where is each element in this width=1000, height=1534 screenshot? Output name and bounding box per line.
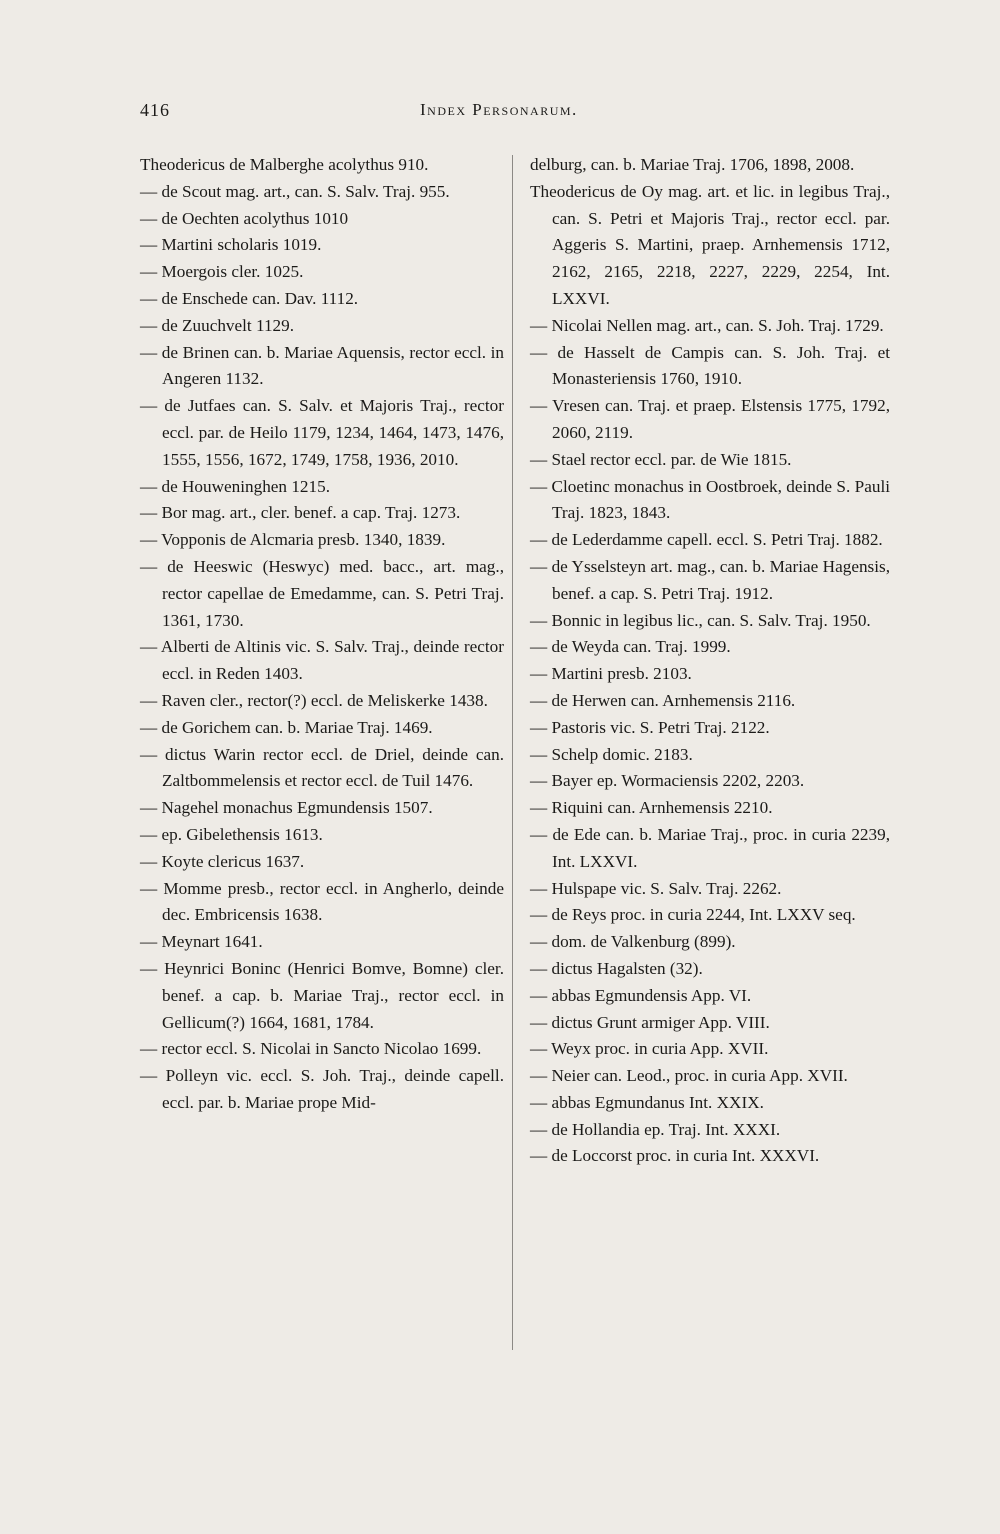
index-entry: — Stael rector eccl. par. de Wie 1815. bbox=[530, 449, 792, 469]
page-header bbox=[140, 100, 900, 132]
index-entry: — de Gorichem can. b. Mariae Traj. 1469. bbox=[140, 717, 433, 737]
index-entry: — de Reys proc. in curia 2244, Int. LXXV seq. bbox=[530, 905, 856, 925]
index-entry: — de Oechten acolythus 1010 bbox=[140, 208, 349, 228]
index-entry: — Nagehel monachus Egmundensis 1507. bbox=[140, 798, 433, 818]
index-entry: — Nicolai Nellen mag. art., can. S. Joh. Traj. 1729. bbox=[530, 315, 884, 335]
index-entry: — de Scout mag. art., can. S. Salv. Traj. 955. bbox=[140, 181, 450, 201]
index-entry: — Momme presb., rector eccl. in Angherlo, deinde dec. Embricensis 1638. bbox=[140, 878, 504, 925]
index-entry: — Heynrici Boninc (Henrici Bomve, Bomne) cler. benef. a cap. b. Mariae Traj., rector eccl. in Gellicum(?) 1664, 1681, 1784. bbox=[140, 958, 504, 1032]
index-entry: — ep. Gibelethensis 1613. bbox=[140, 824, 323, 844]
index-entry: — dictus Warin rector eccl. de Driel, deinde can. Zaltbommelensis et rector eccl. de Tuil 1476. bbox=[140, 744, 504, 791]
index-entry: — dictus Grunt armiger App. VIII. bbox=[530, 1012, 770, 1032]
index-entry: — Hulspape vic. S. Salv. Traj. 2262. bbox=[530, 878, 782, 898]
running-title: Index Personarum. bbox=[420, 100, 578, 119]
index-entry: — Vopponis de Alcmaria presb. 1340, 1839. bbox=[140, 530, 446, 550]
index-entry: — Polleyn vic. eccl. S. Joh. Traj., deinde capell. eccl. par. b. Mariae prope Mid- bbox=[140, 1066, 504, 1112]
index-entry: — Bayer ep. Wormaciensis 2202, 2203. bbox=[530, 771, 805, 791]
index-entry: — abbas Egmundanus Int. XXIX. bbox=[530, 1092, 764, 1112]
index-entry: — rector eccl. S. Nicolai in Sancto Nicolao 1699. bbox=[140, 1039, 482, 1059]
index-entry: — Cloetinc monachus in Oostbroek, deinde S. Pauli Traj. 1823, 1843. bbox=[530, 476, 890, 523]
index-entry: — de Ede can. b. Mariae Traj., proc. in curia 2239, Int. LXXVI. bbox=[530, 824, 890, 871]
index-entry: — Alberti de Altinis vic. S. Salv. Traj., deinde rector eccl. in Reden 1403. bbox=[140, 637, 504, 684]
index-entry: — de Heeswic (Heswyc) med. bacc., art. mag., rector capellae de Emedamme, can. S. Petri Traj. 1361, 1730. bbox=[140, 556, 504, 630]
index-entry: — Riquini can. Arnhemensis 2210. bbox=[530, 798, 773, 818]
index-entry: — dom. de Valkenburg (899). bbox=[530, 932, 736, 952]
index-entry: — de Brinen can. b. Mariae Aquensis, rector eccl. in Angeren 1132. bbox=[140, 342, 504, 389]
index-entry: — de Hasselt de Campis can. S. Joh. Traj. et Monasteriensis 1760, 1910. bbox=[530, 342, 890, 389]
index-entry: — Bonnic in legibus lic., can. S. Salv. Traj. 1950. bbox=[530, 610, 871, 630]
index-entry: — Martini presb. 2103. bbox=[530, 664, 692, 684]
index-entry: — de Houweninghen 1215. bbox=[140, 476, 330, 496]
index-entry: — Meynart 1641. bbox=[140, 932, 263, 952]
index-entry: — Schelp domic. 2183. bbox=[530, 744, 693, 764]
index-entry: — de Jutfaes can. S. Salv. et Majoris Traj., rector eccl. par. de Heilo 1179, 1234, 1464, 1473, 1476, 1555, 1556, 1672, 1749, 1758, 1936, 2010. bbox=[140, 396, 504, 469]
index-entry: — Vresen can. Traj. et praep. Elstensis 1775, 1792, 2060, 2119. bbox=[530, 396, 890, 442]
index-entry: Theodericus de Oy mag. art. et lic. in legibus Traj., can. S. Petri et Majoris Traj., rector eccl. par. Aggeris S. Martini, praep. Arnhemensis 1712, 2162, 2165, 2218, 2227, 2229, 2254, Int. LXXVI. bbox=[530, 181, 890, 308]
index-entry: — Weyx proc. in curia App. XVII. bbox=[530, 1039, 769, 1059]
index-entry: — de Ysselsteyn art. mag., can. b. Mariae Hagensis, benef. a cap. S. Petri Traj. 1912. bbox=[530, 556, 890, 603]
column-divider bbox=[512, 155, 513, 1350]
index-entry: — Neier can. Leod., proc. in curia App. XVII. bbox=[530, 1066, 848, 1086]
index-entry: — Martini scholaris 1019. bbox=[140, 235, 322, 255]
right-column bbox=[530, 152, 890, 1170]
index-entry: — abbas Egmundensis App. VI. bbox=[530, 985, 752, 1005]
index-entry: — de Lederdamme capell. eccl. S. Petri Traj. 1882. bbox=[530, 530, 883, 550]
index-entry: — de Loccorst proc. in curia Int. XXXVI. bbox=[530, 1146, 820, 1166]
index-entry: — de Herwen can. Arnhemensis 2116. bbox=[530, 690, 796, 710]
index-entry: — Moergois cler. 1025. bbox=[140, 262, 304, 282]
index-entry: — Koyte clericus 1637. bbox=[140, 851, 305, 871]
index-entry: — de Zuuchvelt 1129. bbox=[140, 315, 295, 335]
page-number: 416 bbox=[140, 100, 170, 120]
index-entry: — dictus Hagalsten (32). bbox=[530, 958, 703, 978]
index-entry: — de Enschede can. Dav. 1112. bbox=[140, 288, 359, 308]
index-entry: Theodericus de Malberghe acolythus 910. bbox=[140, 155, 429, 174]
left-column bbox=[140, 152, 504, 1117]
index-entry: — de Hollandia ep. Traj. Int. XXXI. bbox=[530, 1119, 781, 1139]
index-entry: — Raven cler., rector(?) eccl. de Meliskerke 1438. bbox=[140, 690, 488, 710]
index-entry: delburg, can. b. Mariae Traj. 1706, 1898, 2008. bbox=[530, 155, 855, 174]
index-entry: — Bor mag. art., cler. benef. a cap. Traj. 1273. bbox=[140, 503, 461, 523]
index-entry: — de Weyda can. Traj. 1999. bbox=[530, 637, 731, 657]
index-entry: — Pastoris vic. S. Petri Traj. 2122. bbox=[530, 717, 770, 737]
